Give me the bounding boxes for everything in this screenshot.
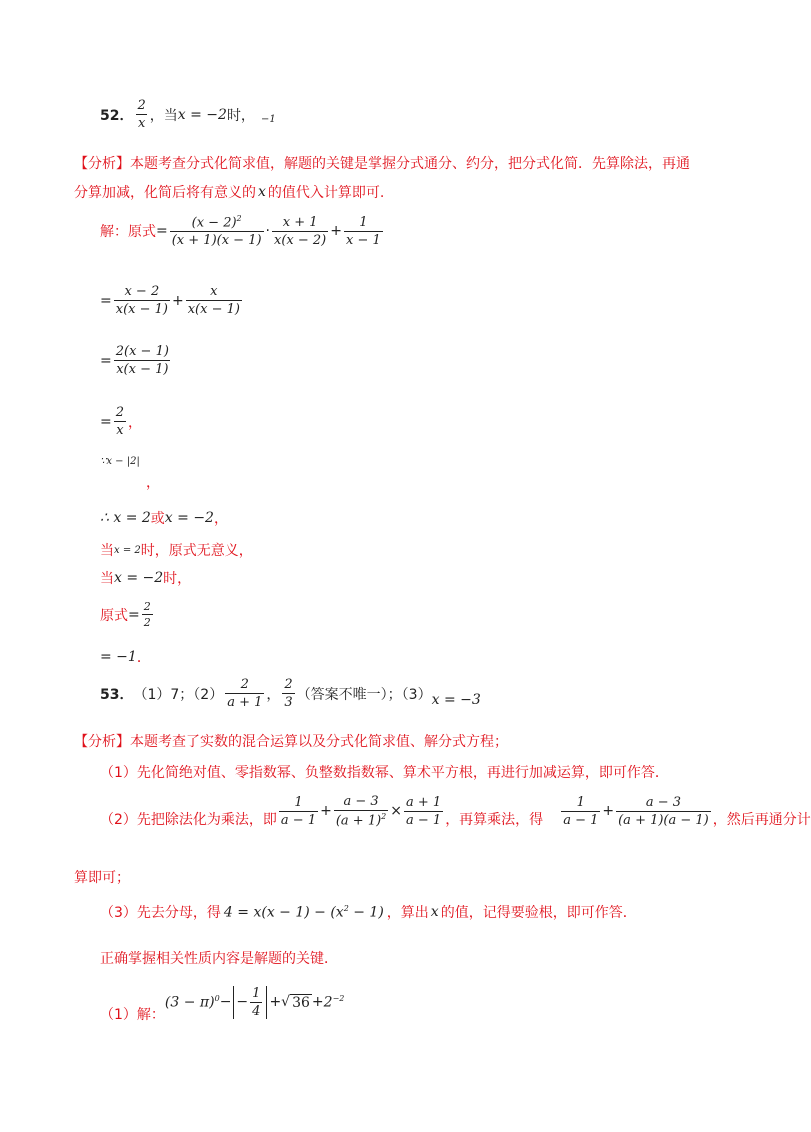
analysis53-l1: （1）先化简绝对值、零指数幂、负整数指数幂、算术平方根，再进行加减运算，即可作答． xyxy=(100,765,669,781)
analysis53-head: 【分析】本题考查了实数的混合运算以及分式化简求值、解分式方程； xyxy=(74,734,508,750)
q53-answer-line: 53． （1）7；（2） $\frac{2}{a + 1}$ ， $\frac{2}{3}$ （答案不唯一）；（3） x = −3 xyxy=(100,677,481,710)
solution52-step1: = $\frac{x - 2}{x(x - 1)}$ + $\frac{x}{x(x - 1)}$ xyxy=(100,284,240,317)
q52-sep: ，当 xyxy=(149,107,178,124)
q52-answer-line xyxy=(100,98,276,131)
solution52-step3: = $\frac{2}{x}$ ， xyxy=(100,405,143,438)
because-comma: ， xyxy=(146,475,160,491)
final-line: = −1 ． xyxy=(100,649,151,666)
orig-line: 原式 = $\frac{2}{2}$ xyxy=(100,600,151,629)
when2-line: 当 x = −2 时， xyxy=(100,570,192,587)
q52-value: −1 xyxy=(260,114,276,125)
analysis53-l4: 正确掌握相关性质内容是解题的关键． xyxy=(100,951,338,967)
step3-frac: $\frac{2}{x}$ xyxy=(115,405,125,438)
step1-frac1: $\frac{x - 2}{x(x - 1)}$ xyxy=(115,284,168,317)
solution52-step0: 解：原式 = $\frac{(x - 2)^2}{(x + 1)(x - 1)}$ · $\frac{x + 1}{x(x - 2)}$ + $\frac{1}{x - 1}$ xyxy=(100,214,381,249)
when1-line: 当 x = 2 时，原式无意义， xyxy=(100,543,253,559)
because-line: ∵x − |2| xyxy=(100,456,140,467)
q53-number: 53． xyxy=(100,686,134,703)
step0-frac2: $\frac{x + 1}{x(x - 2)}$ xyxy=(274,214,327,248)
step1-frac2: $\frac{x}{x(x - 1)}$ xyxy=(187,284,240,317)
abs-value: − $\frac{1}{4}$ xyxy=(233,986,267,1019)
analysis53-l3: （3）先去分母，得 $4 = x(x - 1) - (x^2 - 1)$ ，算出 x 的值，记得要验根，即可作答． xyxy=(100,903,637,921)
q52-number: 52． xyxy=(100,107,134,124)
q52-sep2: 时， xyxy=(226,107,255,124)
q52-condition: x = −2 xyxy=(177,106,227,123)
q53-frac1: $\frac{2}{a + 1}$ xyxy=(227,677,263,710)
q53-frac2: $\frac{2}{3}$ xyxy=(284,677,293,710)
step2-frac: $\frac{2(x - 1)}{x(x - 1)}$ xyxy=(115,344,169,377)
q52-answer-fraction: $\frac{2}{x}$ xyxy=(137,98,146,131)
step0-frac1: $\frac{(x - 2)^2}{(x + 1)(x - 1)}$ xyxy=(171,214,262,249)
solution52-step2: = $\frac{2(x - 1)}{x(x - 1)}$ xyxy=(100,344,169,377)
step0-frac3: $\frac{1}{x - 1}$ xyxy=(345,214,381,248)
analysis53-l2: （2）先把除法化为乘法，即 $\frac{1}{a - 1}$ + $\frac{a - 3}{(a + 1)^2}$ × $\frac{a + 1}{a - 1}$ ，再算乘法，得 $\frac{1}{a - 1}$ + $\frac{a - 3}{(a + 1)(a - 1)}$ ，然后再通分计 xyxy=(100,793,811,829)
analysis52-line2: 分算加减，化简后将有意义的 x 的值代入计算即可. xyxy=(74,184,385,201)
therefore-line: ∴ x = 2 或 x = −2 ， xyxy=(100,510,228,527)
sqrt-36: √ 36 xyxy=(281,994,310,1011)
analysis53-l2d: 算即可； xyxy=(74,870,130,886)
analysis52-line1: 【分析】本题考查分式化简求值，解题的关键是掌握分式通分、约分，把分式化简．先算除法，再通 xyxy=(74,156,690,172)
orig-frac: $\frac{2}{2}$ xyxy=(143,600,151,629)
solution53-line: （1）解： $(3 - \pi)^0$ − − $\frac{1}{4}$ + √ 36 + $2^{-2}$ xyxy=(100,985,345,1023)
